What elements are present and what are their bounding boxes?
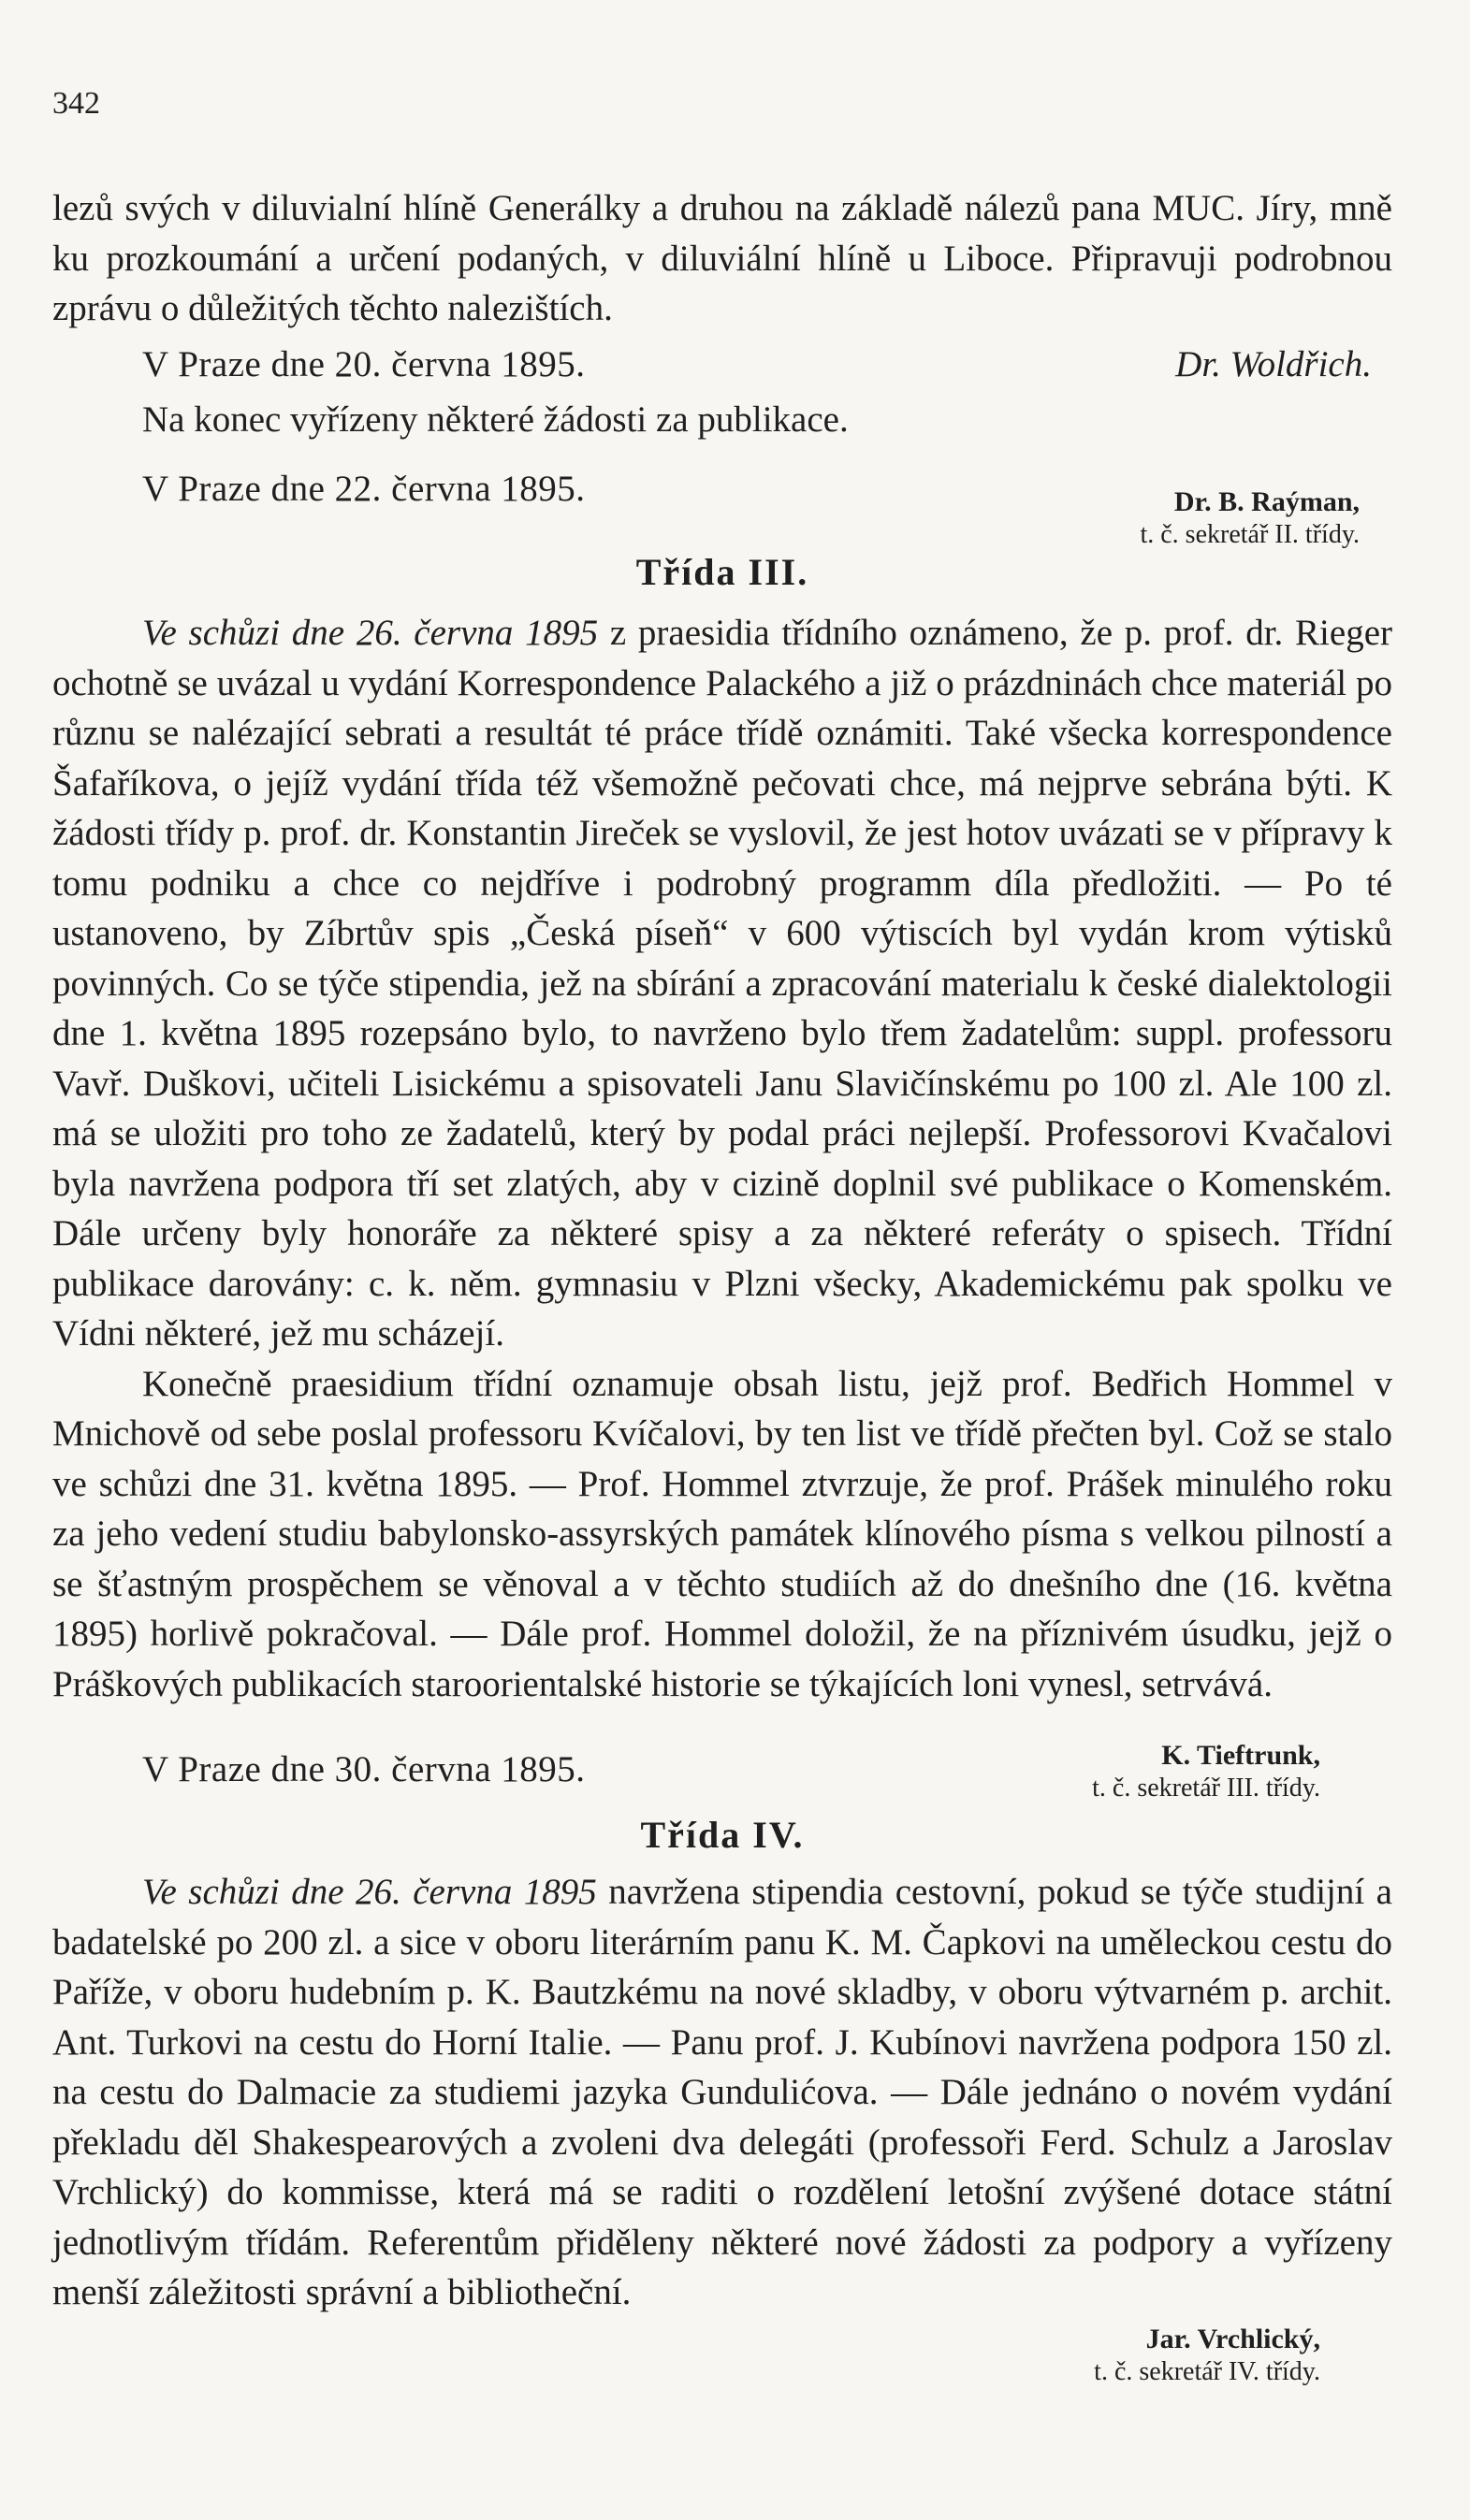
signature-name: K. Tieftrunk, <box>1161 1740 1320 1771</box>
class3-date: V Praze dne 30. června 1895. <box>142 1749 586 1789</box>
class4-section <box>52 1867 1392 2318</box>
class3-text-1: z praesidia třídního oznámeno, že p. prof. dr. Rieger ochotně se uvázal u vydání Korrespondence Palackého a již o prázdninách chce materiál po různu se nalézající sebrati a resultát té práce třídě oznámiti. Také všecka korrespondence Šafaříkova, o jejíž vydání třída též všemožně pečovati chce, má nejprve sebrána býti. K žádosti třídy p. prof. dr. Konstantin Jireček se vyslovil, že jest hotov uvázati se v přípravy k tomu podniku a chce co nejdříve i podrobný programm díla předložiti. — Po té ustanoveno, by Zíbrtův spis „Česká píseň“ v 600 výtiscích byl vydán krom výtisků povinných. Co se týče stipendia, jež na sbírání a zpracování materialu k české dialektologii dne 1. května 1895 rozepsáno bylo, to navrženo bylo třem žadatelům: suppl. professoru Vavř. Duškovi, učiteli Lisickému a spisovateli Janu Slavičínskému po 100 zl. Ale 100 zl. má se uložiti pro toho ze žadatelů, který by podal práci nejlepší. Professorovi Kvačalovi byla navržena podpora tří set zlatých, aby v cizině doplnil své publikace o Komenském. Dále určeny byly honoráře za některé spisy a za některé referáty o spisech. Třídní publikace darovány: c. k. něm. gymnasiu v Plzni všecky, Akademickému pak spolku ve Vídni některé, jež mu scházejí. <box>52 613 1392 1354</box>
signature-name: Jar. Vrchlický, <box>1145 2324 1320 2354</box>
class3-lead: Ve schůzi dne 26. června 1895 <box>142 613 599 653</box>
intro-section <box>52 183 1392 514</box>
signature-class2 <box>892 486 1360 551</box>
intro-date-1: V Praze dne 20. června 1895. <box>142 343 586 384</box>
class4-paragraph-1 <box>52 1867 1392 2318</box>
signature-role: t. č. sekretář III. třídy. <box>1092 1774 1320 1803</box>
class3-section <box>52 608 1392 1795</box>
class3-paragraph-1 <box>52 608 1392 1359</box>
class3-paragraph-2: Konečně praesidium třídní oznamuje obsah listu, jejž prof. Bedřich Hommel v Mnichově od sebe poslal professoru Kvíčalovi, by ten list ve třídě přečten byl. Což se stalo ve schůzi dne 31. května 1895. — Prof. Hommel ztvrzuje, že prof. Prášek minulého roku za jeho vedení studiu babylonsko-assyrských památek klínového písma s velkou pilností a se šťastným prospěchem se věnoval a v těchto studiích až do dnešního dne (16. května 1895) horlivě pokračoval. — Dále prof. Hommel doložil, že na příznivém úsudku, jejž o Práškových publikacích staroorientalské historie se týkajících loni vynesl, setrvává. <box>52 1363 1392 1704</box>
signature-role: t. č. sekretář II. třídy. <box>1140 520 1360 549</box>
signature-role: t. č. sekretář IV. třídy. <box>1094 2357 1320 2386</box>
intro-paragraph: lezů svých v diluvialní hlíně Generálky a druhou na základě nálezů pana MUC. Jíry, mně ku prozkoumání a určení podaných, v diluviální hlíně u Liboce. Připravuji podrobnou zprávu o důležitých těchto nalezištích. <box>52 188 1392 328</box>
intro-dateline-1 <box>52 340 1392 390</box>
signature-class3 <box>852 1740 1320 1804</box>
signature-class4 <box>852 2324 1320 2388</box>
intro-author-1: Dr. Woldřich. <box>1175 343 1372 384</box>
intro-paragraph-2: Na konec vyřízeny některé žádosti za publikace. <box>142 399 849 440</box>
heading-class4: Třída IV. <box>640 1814 805 1856</box>
class4-text-1: navržena stipendia cestovní, pokud se týče studijní a badatelské po 200 zl. a sice v oboru literárním panu K. M. Čapkovi na uměleckou cestu do Paříže, v oboru hudebním p. K. Bautzkému na nové skladby, v oboru výtvarném p. archit. Ant. Turkovi na cestu do Horní Italie. — Panu prof. J. Kubínovi navržena podpora 150 zl. na cestu do Dalmacie za studiemi jazyka Gundulićova. — Dále jednáno o novém vydání překladu děl Shakespearových a zvoleni dva delegáti (professoři Ferd. Schulz a Jaroslav Vrchlický) do kommisse, která má se raditi o rozdělení letošní zvýšené dotace státní jednotlivým třídám. Referentům přiděleny některé nové žádosti za podpory a vyřízeny menší záležitosti správní a bibliotheční. <box>52 1872 1392 2312</box>
heading-class3: Třída III. <box>635 551 809 593</box>
page-number: 342 <box>52 86 100 121</box>
intro-date-2: V Praze dne 22. června 1895. <box>142 468 586 509</box>
signature-name: Dr. B. Raýman, <box>1173 486 1360 517</box>
class4-lead: Ve schůzi dne 26. června 1895 <box>142 1872 597 1912</box>
